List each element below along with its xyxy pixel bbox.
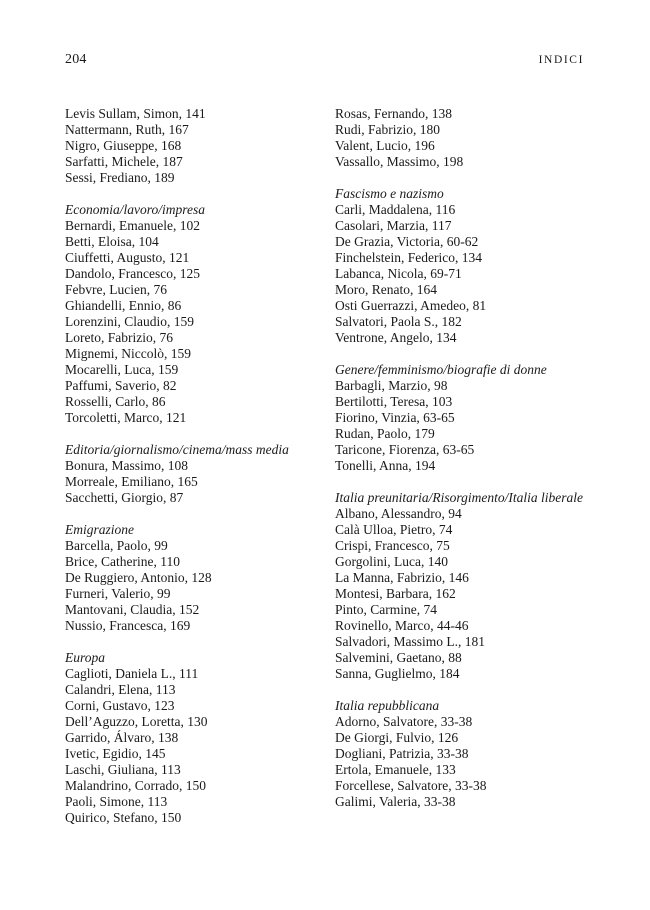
index-entry: Montesi, Barbara, 162	[335, 586, 456, 601]
index-entry: Valent, Lucio, 196	[335, 138, 435, 153]
index-entry: Paoli, Simone, 113	[65, 794, 168, 809]
index-entry: Malandrino, Corrado, 150	[65, 778, 206, 793]
section-heading: Europa	[65, 650, 105, 665]
index-entry: Ciuffetti, Augusto, 121	[65, 250, 190, 265]
index-entry: Laschi, Giuliana, 113	[65, 762, 181, 777]
index-entry: Lorenzini, Claudio, 159	[65, 314, 194, 329]
index-section	[335, 362, 585, 474]
index-section	[335, 698, 585, 810]
index-entry: Rudan, Paolo, 179	[335, 426, 435, 441]
index-entry: Mantovani, Claudia, 152	[65, 602, 200, 617]
section-heading: Emigrazione	[65, 522, 134, 537]
index-entry: Nigro, Giuseppe, 168	[65, 138, 182, 153]
index-entry: Albano, Alessandro, 94	[335, 506, 462, 521]
index-entry: Bertilotti, Teresa, 103	[335, 394, 453, 409]
index-entry: Crispi, Francesco, 75	[335, 538, 450, 553]
section-heading: Italia preunitaria/Risorgimento/Italia liberale	[335, 490, 583, 505]
index-entry: Rovinello, Marco, 44-46	[335, 618, 469, 633]
index-entry: Nattermann, Ruth, 167	[65, 122, 189, 137]
index-entry: Tonelli, Anna, 194	[335, 458, 436, 473]
index-section	[65, 442, 315, 506]
index-entry: Rosas, Fernando, 138	[335, 106, 452, 121]
index-entry: Barcella, Paolo, 99	[65, 538, 168, 553]
index-entry: Caglioti, Daniela L., 111	[65, 666, 199, 681]
index-section	[65, 650, 315, 826]
index-column-left	[65, 106, 315, 842]
index-entry: Salvadori, Massimo L., 181	[335, 634, 485, 649]
index-entry: Mignemi, Niccolò, 159	[65, 346, 191, 361]
index-entry: Calà Ulloa, Pietro, 74	[335, 522, 453, 537]
index-entry: Nussio, Francesca, 169	[65, 618, 191, 633]
page-number: 204	[65, 52, 87, 67]
index-entry: Sessi, Frediano, 189	[65, 170, 175, 185]
index-entry: Sacchetti, Giorgio, 87	[65, 490, 184, 505]
index-section	[335, 186, 585, 346]
index-entry: Salvemini, Gaetano, 88	[335, 650, 462, 665]
index-entry: Gorgolini, Luca, 140	[335, 554, 448, 569]
index-entry: Moro, Renato, 164	[335, 282, 437, 297]
index-entry: Morreale, Emiliano, 165	[65, 474, 198, 489]
index-entry: Ghiandelli, Ennio, 86	[65, 298, 182, 313]
section-heading: Economia/lavoro/impresa	[65, 202, 205, 217]
index-entry: Paffumi, Saverio, 82	[65, 378, 177, 393]
index-entry: Galimi, Valeria, 33-38	[335, 794, 456, 809]
index-entry: Loreto, Fabrizio, 76	[65, 330, 173, 345]
index-entry: Osti Guerrazzi, Amedeo, 81	[335, 298, 487, 313]
index-section	[65, 522, 315, 634]
index-entry: Vassallo, Massimo, 198	[335, 154, 464, 169]
index-entry: Febvre, Lucien, 76	[65, 282, 167, 297]
index-entry: Fiorino, Vinzia, 63-65	[335, 410, 455, 425]
index-entry: Adorno, Salvatore, 33-38	[335, 714, 473, 729]
index-entry: De Ruggiero, Antonio, 128	[65, 570, 212, 585]
index-entry: Bernardi, Emanuele, 102	[65, 218, 200, 233]
section-heading: Genere/femminismo/biografie di donne	[335, 362, 547, 377]
index-entry: De Grazia, Victoria, 60-62	[335, 234, 479, 249]
index-entry: Bonura, Massimo, 108	[65, 458, 188, 473]
index-entry: Sarfatti, Michele, 187	[65, 154, 183, 169]
index-entry: Torcoletti, Marco, 121	[65, 410, 187, 425]
index-entry: Dogliani, Patrizia, 33-38	[335, 746, 469, 761]
index-entry: Pinto, Carmine, 74	[335, 602, 437, 617]
index-column-right	[335, 106, 585, 826]
index-entry: Salvatori, Paola S., 182	[335, 314, 462, 329]
section-heading: Italia repubblicana	[335, 698, 440, 713]
index-section	[65, 202, 315, 426]
index-section	[335, 106, 585, 170]
index-entry: Ertola, Emanuele, 133	[335, 762, 456, 777]
index-entry: Carli, Maddalena, 116	[335, 202, 456, 217]
index-entry: Rudi, Fabrizio, 180	[335, 122, 440, 137]
section-heading: Fascismo e nazismo	[335, 186, 444, 201]
index-entry: Dandolo, Francesco, 125	[65, 266, 200, 281]
index-entry: Brice, Catherine, 110	[65, 554, 180, 569]
index-entry: Rosselli, Carlo, 86	[65, 394, 166, 409]
section-heading: Editoria/giornalismo/cinema/mass media	[65, 442, 289, 457]
running-head: INDICI	[538, 54, 584, 66]
index-entry: De Giorgi, Fulvio, 126	[335, 730, 459, 745]
index-entry: Dell’Aguzzo, Loretta, 130	[65, 714, 208, 729]
index-entry: Ivetic, Egidio, 145	[65, 746, 166, 761]
index-entry: Barbagli, Marzio, 98	[335, 378, 448, 393]
index-entry: La Manna, Fabrizio, 146	[335, 570, 469, 585]
index-entry: Furneri, Valerio, 99	[65, 586, 171, 601]
index-entry: Corni, Gustavo, 123	[65, 698, 175, 713]
index-entry: Forcellese, Salvatore, 33-38	[335, 778, 487, 793]
index-section	[335, 490, 585, 682]
index-entry: Mocarelli, Luca, 159	[65, 362, 179, 377]
index-section	[65, 106, 315, 186]
index-entry: Finchelstein, Federico, 134	[335, 250, 482, 265]
index-entry: Betti, Eloisa, 104	[65, 234, 159, 249]
index-entry: Ventrone, Angelo, 134	[335, 330, 457, 345]
index-entry: Garrido, Álvaro, 138	[65, 730, 179, 745]
index-entry: Taricone, Fiorenza, 63-65	[335, 442, 475, 457]
index-entry: Calandri, Elena, 113	[65, 682, 176, 697]
index-entry: Levis Sullam, Simon, 141	[65, 106, 206, 121]
index-entry: Labanca, Nicola, 69-71	[335, 266, 462, 281]
index-entry: Casolari, Marzia, 117	[335, 218, 452, 233]
index-entry: Quirico, Stefano, 150	[65, 810, 182, 825]
index-entry: Sanna, Guglielmo, 184	[335, 666, 460, 681]
